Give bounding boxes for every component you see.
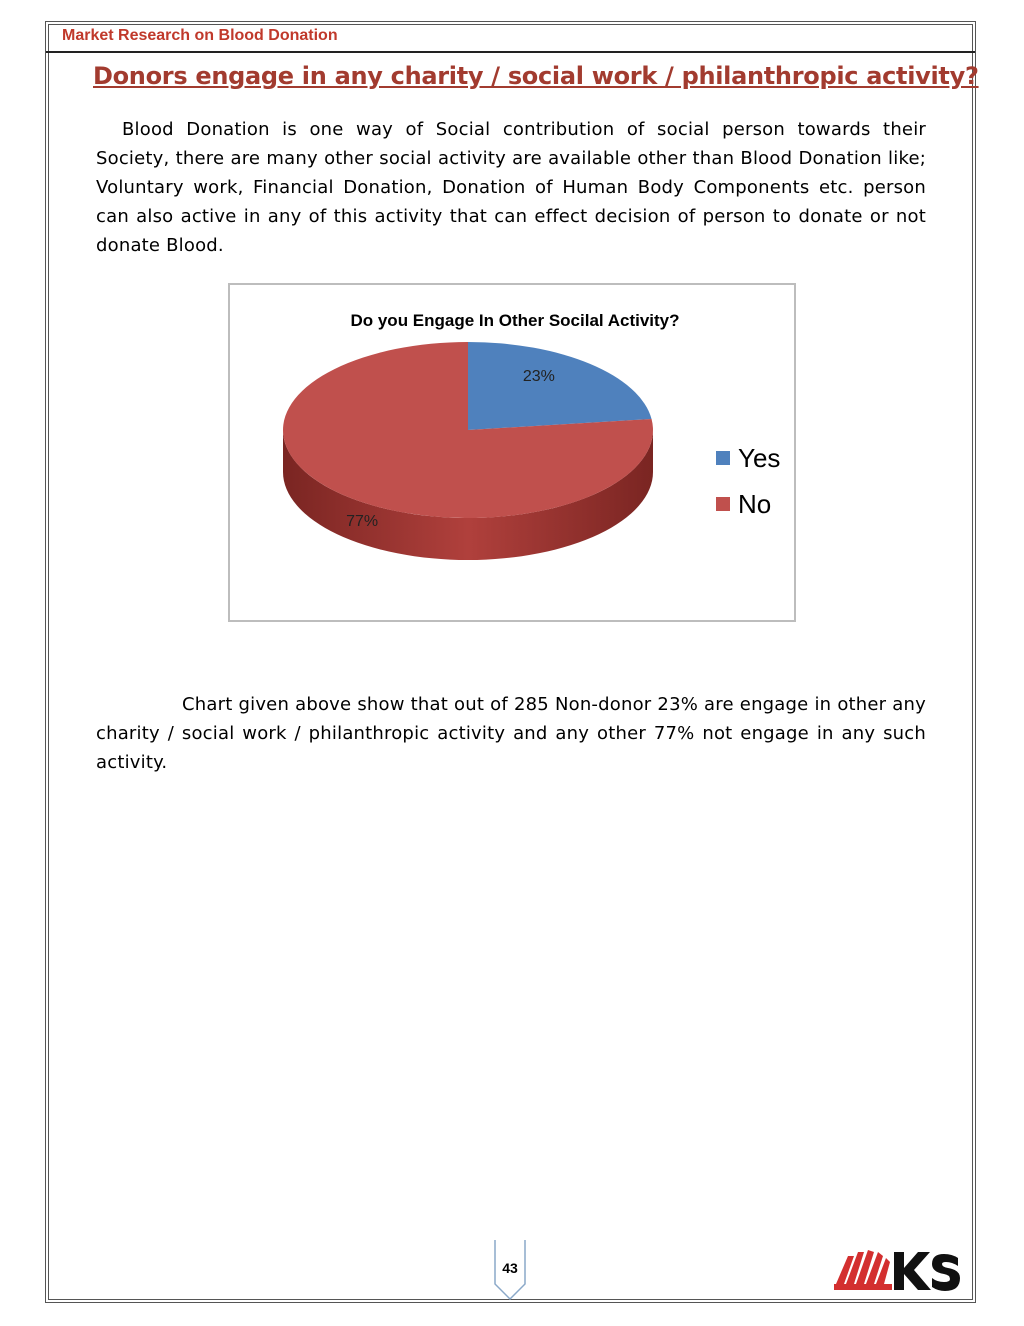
- legend-swatch-yes: [716, 451, 730, 465]
- page-title: Donors engage in any charity / social work / philanthropic activity?: [93, 62, 979, 90]
- pie-slice-yes: [468, 342, 652, 430]
- running-header: Market Research on Blood Donation: [62, 27, 338, 44]
- pie-chart-plot: [230, 285, 796, 621]
- data-label-yes: 23%: [522, 368, 555, 386]
- page-number: 43: [502, 1260, 518, 1276]
- legend-label-no: No: [738, 488, 772, 519]
- chart-legend: [716, 435, 780, 527]
- conclusion-paragraph: Chart given above show that out of 285 Non-donor 23% are engage in other any charity / social work / philanthropic activity and any other 77% not engage in any such activity.: [96, 694, 926, 773]
- logo-text: KS: [834, 1244, 836, 1245]
- ks-logo: [834, 1244, 962, 1294]
- data-label-no: 77%: [346, 512, 379, 530]
- legend-item-yes: [716, 435, 780, 481]
- legend-swatch-no: [716, 497, 730, 511]
- legend-item-no: [716, 481, 780, 527]
- chart-title: Do you Engage In Other Socilal Activity?: [350, 311, 680, 330]
- pie-chart: [228, 283, 796, 622]
- intro-paragraph: Blood Donation is one way of Social contribution of social person towards their Society, there are many other social activity are available other than Blood Donation like; Voluntary work, Financial Donation, Donation of Human Body Components etc. person can also active in any of this activity that can effect decision of person to donate or not donate Blood.: [96, 119, 926, 256]
- legend-label-yes: Yes: [738, 442, 781, 473]
- header-rule: [46, 51, 975, 53]
